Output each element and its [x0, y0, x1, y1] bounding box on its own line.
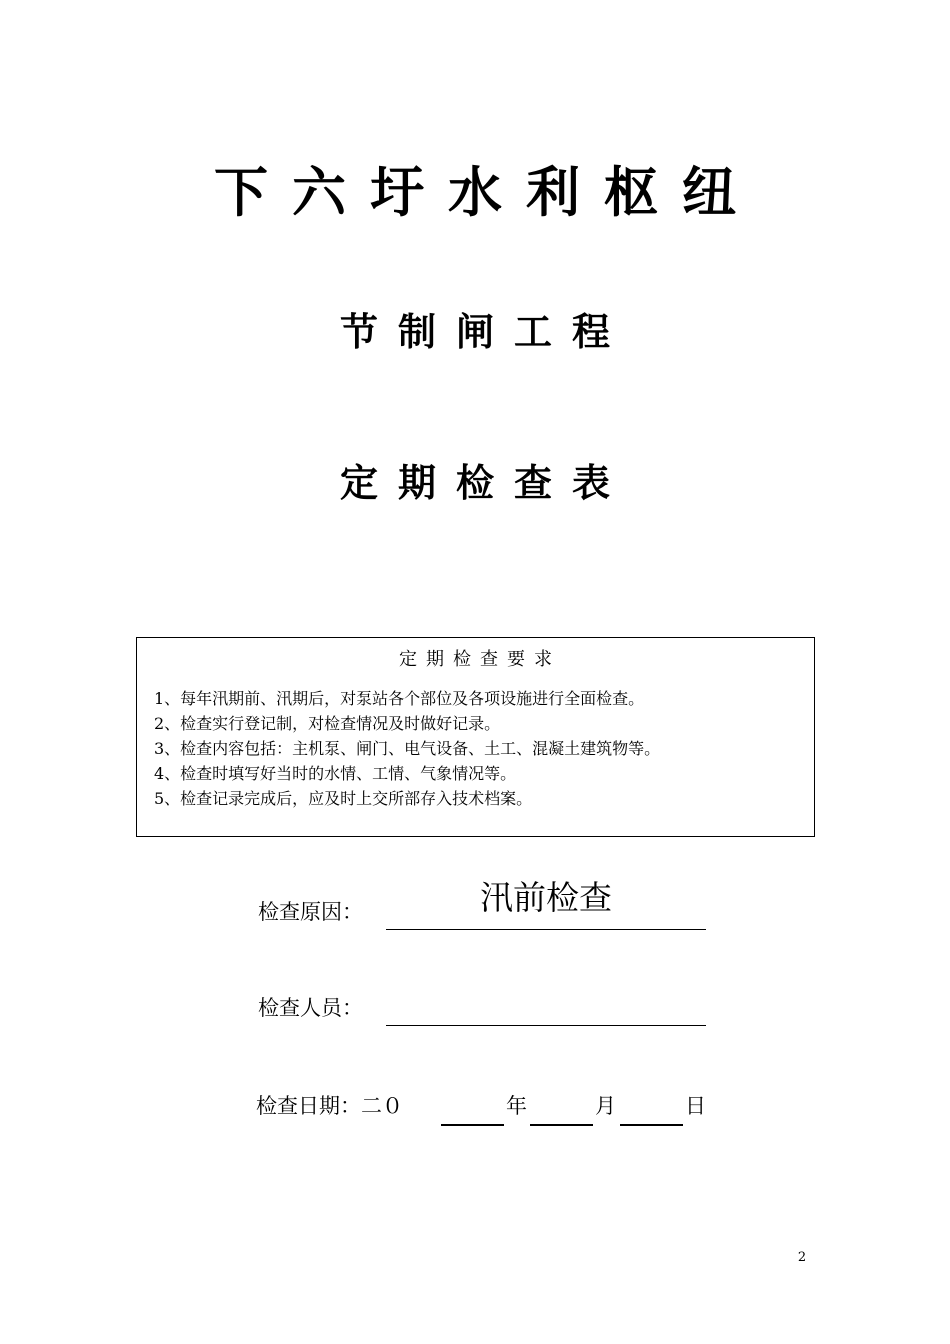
requirement-item: 5、检查记录完成后，应及时上交所部存入技术档案。 [154, 789, 533, 808]
document-subtitle: 节制闸工程 [339, 310, 630, 354]
requirement-item: 3、检查内容包括：主机泵、闸门、电气设备、土工、混凝土建筑物等。 [154, 739, 661, 758]
document-title: 下六圩水利枢纽 [214, 161, 760, 224]
requirement-item: 2、检查实行登记制，对检查情况及时做好记录。 [154, 714, 501, 733]
date-year-label: 年 [506, 1094, 527, 1118]
date-day-blank[interactable] [620, 1124, 683, 1126]
reason-underline [386, 929, 706, 930]
requirements-list [154, 686, 814, 811]
inspector-label: 检查人员： [258, 996, 363, 1020]
requirements-heading: 定期检查要求 [399, 649, 561, 670]
requirements-box [136, 637, 815, 837]
reason-value[interactable]: 汛前检查 [480, 878, 612, 917]
form-title: 定期检查表 [339, 461, 630, 505]
requirement-item: 1、每年汛期前、汛期后，对泵站各个部位及各项设施进行全面检查。 [154, 689, 645, 708]
inspector-underline [386, 1025, 706, 1026]
page-number: 2 [797, 1250, 807, 1265]
requirement-item: 4、检查时填写好当时的水情、工情、气象情况等。 [154, 764, 517, 783]
date-year-blank[interactable] [441, 1124, 504, 1126]
date-day-label: 日 [685, 1094, 706, 1118]
reason-label: 检查原因： [258, 900, 363, 924]
date-month-label: 月 [595, 1094, 616, 1118]
date-month-blank[interactable] [530, 1124, 593, 1126]
date-label: 检查日期：二０ [256, 1094, 403, 1118]
